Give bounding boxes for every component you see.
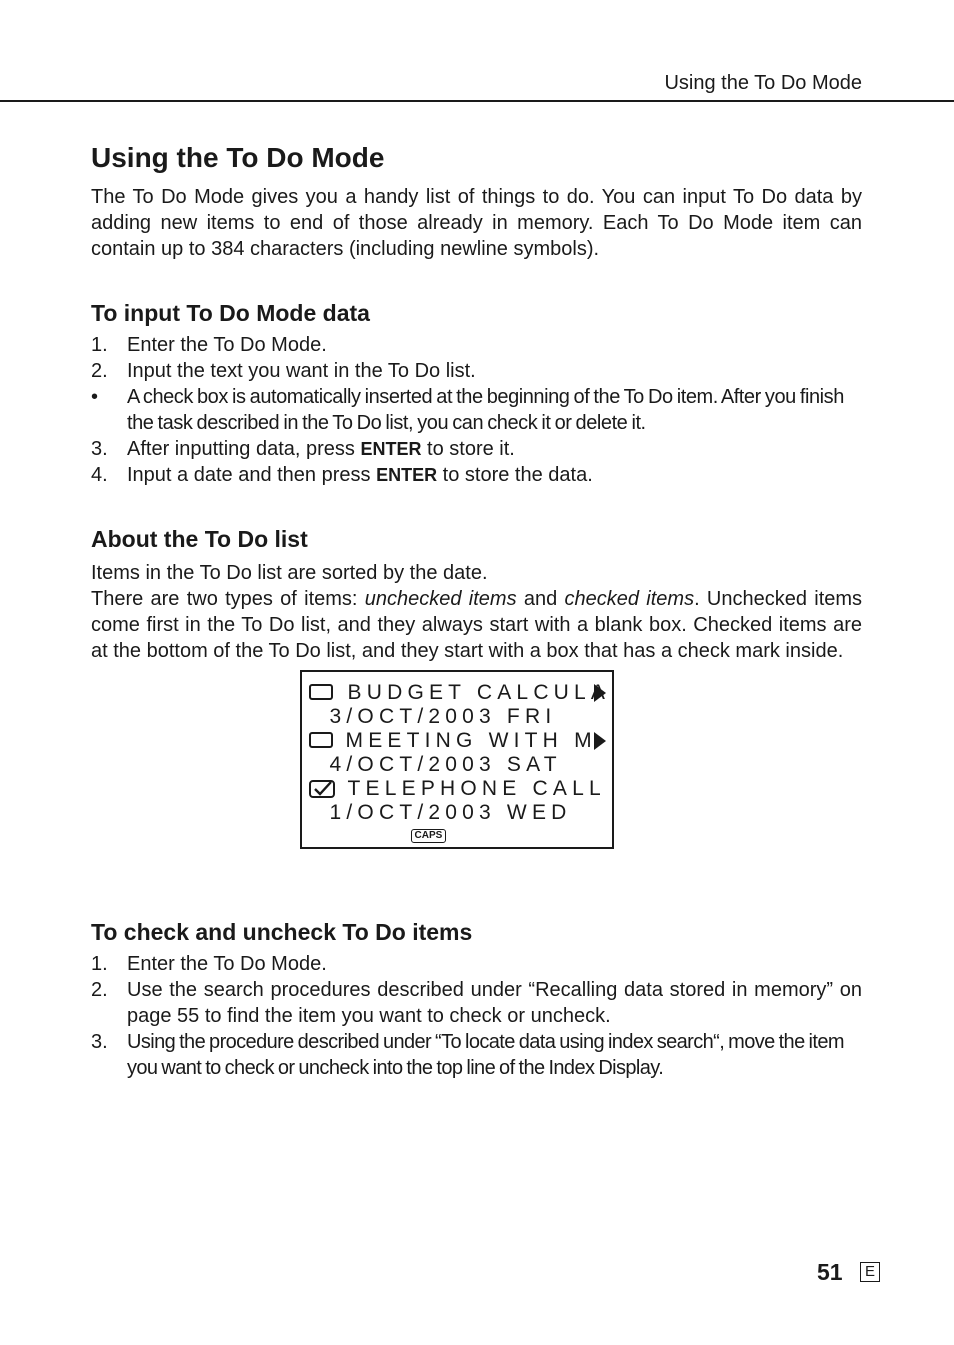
item-title: BUDGET CALCULA	[347, 681, 611, 704]
index-display	[300, 670, 614, 849]
step-marker: 2.	[91, 360, 108, 382]
page-title: Using the To Do Mode	[91, 142, 385, 173]
input-steps	[91, 332, 862, 488]
about-heading: About the To Do list	[91, 526, 308, 552]
more-arrow-icon	[594, 732, 606, 750]
running-head: Using the To Do Mode	[664, 72, 862, 94]
about-text: . Unchecked items come first in the To Do list, and they always start with a blank box. Checked items are at the bottom of the To Do list, and they start with a box that has a check mark inside.	[91, 588, 863, 662]
language-tag: E	[860, 1262, 880, 1282]
step-text-pre: After inputting data, press	[127, 438, 361, 460]
step-marker: 2.	[91, 979, 108, 1001]
display-date-row	[302, 753, 612, 777]
item-date: 4/OCT/2003 SAT	[329, 753, 562, 776]
about-line-1: Items in the To Do list are sorted by the date.	[91, 562, 488, 584]
blank-checkbox-icon	[309, 684, 333, 700]
step-marker: 4.	[91, 464, 108, 486]
list-item	[91, 384, 862, 436]
step-marker: 1.	[91, 334, 108, 356]
item-title: MEETING WITH M	[345, 729, 597, 752]
step-marker: 3.	[91, 1031, 108, 1053]
checked-checkbox-icon	[309, 780, 337, 798]
term-unchecked: unchecked items	[364, 588, 517, 610]
about-section	[91, 524, 862, 849]
display-date-row	[302, 801, 612, 825]
display-title-row	[302, 681, 612, 705]
input-section	[91, 298, 862, 488]
list-item	[91, 462, 862, 488]
caps-indicator: CAPS	[411, 829, 447, 843]
step-text	[127, 436, 862, 462]
bullet-marker: •	[91, 386, 99, 408]
step-text: Input the text you want in the To Do list.	[127, 360, 476, 382]
step-text-post: to store the data.	[437, 464, 593, 486]
item-date: 3/OCT/2003 FRI	[329, 705, 557, 728]
list-item	[91, 332, 862, 358]
display-title-row	[302, 729, 612, 753]
step-text: Use the search procedures described under “Recalling data stored in memory” on page 55 to find the item you want to check or uncheck.	[127, 979, 862, 1027]
check-steps	[91, 951, 862, 1081]
page-number: 51	[817, 1259, 843, 1285]
step-text: A check box is automatically inserted at the beginning of the To Do item. After you finish the task described in the To Do list, you can check it or delete it.	[127, 386, 844, 434]
list-item	[91, 1029, 862, 1081]
more-arrow-icon	[594, 684, 606, 702]
check-section	[91, 917, 862, 1081]
check-heading: To check and uncheck To Do items	[91, 919, 473, 945]
step-text: Enter the To Do Mode.	[127, 334, 327, 356]
step-text	[127, 462, 862, 488]
step-text-pre: Input a date and then press	[127, 464, 377, 486]
page-content	[91, 140, 862, 1081]
enter-key-label: ENTER	[360, 439, 422, 459]
term-checked: checked items	[564, 588, 695, 610]
step-text: Using the procedure described under “To locate data using index search“, move the item you want to check or uncheck into the top line of the Index Display.	[127, 1031, 844, 1079]
about-text: and	[516, 588, 565, 610]
step-marker: 1.	[91, 953, 108, 975]
header-rule	[0, 100, 954, 102]
step-text-post: to store it.	[421, 438, 515, 460]
enter-key-label: ENTER	[376, 465, 438, 485]
display-date-row	[302, 705, 612, 729]
step-marker: 3.	[91, 438, 108, 460]
about-paragraph	[91, 586, 862, 664]
input-heading: To input To Do Mode data	[91, 300, 370, 326]
list-item	[91, 358, 862, 384]
list-item	[91, 436, 862, 462]
item-title: TELEPHONE CALL	[347, 777, 606, 800]
list-item	[91, 977, 862, 1029]
about-text: There are two types of items:	[91, 588, 365, 610]
about-body	[91, 560, 862, 664]
step-text: Enter the To Do Mode.	[127, 953, 327, 975]
blank-checkbox-icon	[309, 732, 333, 748]
list-item	[91, 951, 862, 977]
display-title-row	[302, 777, 612, 801]
display-wrapper	[91, 670, 862, 849]
item-date: 1/OCT/2003 WED	[329, 801, 572, 824]
intro-paragraph: The To Do Mode gives you a handy list of things to do. You can input To Do data by adding new items to end of those already in memory. Each To Do Mode item can contain up to 384 characters (including newline symbols).	[91, 186, 862, 260]
